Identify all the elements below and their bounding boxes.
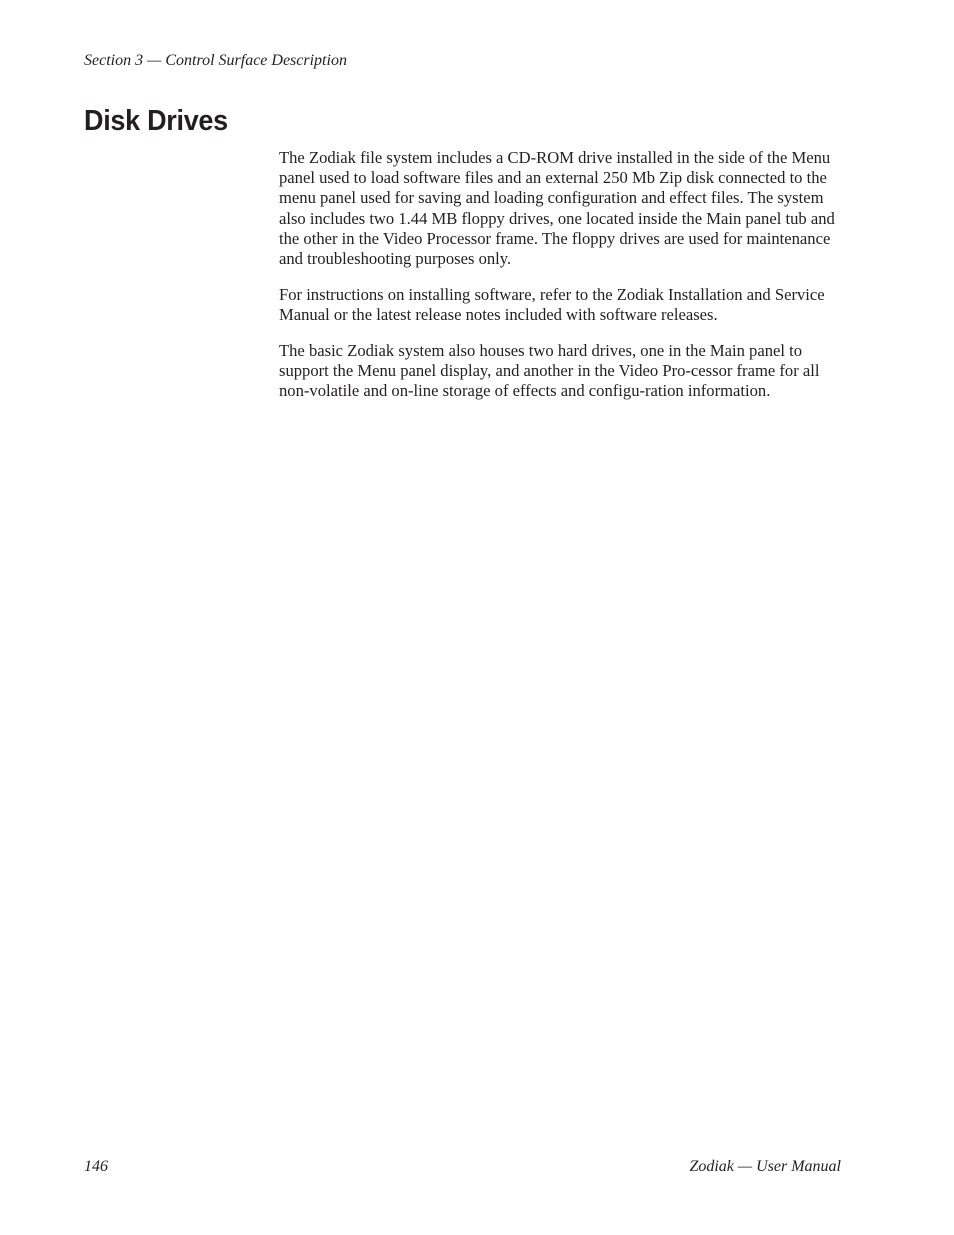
running-header: Section 3 — Control Surface Description — [84, 52, 347, 69]
section-title: Disk Drives — [84, 105, 228, 137]
paragraph-installing-software: For instructions on installing software, refer to the Zodiak Installation and Service Manual or the latest release notes included with software releases. — [279, 284, 825, 324]
paragraph-file-system: The Zodiak file system includes a CD-ROM drive installed in the side of the Menu panel used to load software files and an external 250 Mb Zip disk connected to the menu panel used for saving and loading configuration and effect files. The system also includes two 1.44 MB floppy drives, one located inside the Main panel tub and the other in the Video Processor frame. The floppy drives are used for maintenance and troubleshooting purposes only. — [279, 148, 835, 269]
footer-document-title: Zodiak — User Manual — [689, 1158, 841, 1175]
page-number: 146 — [84, 1158, 108, 1175]
body-text — [279, 148, 845, 417]
paragraph-hard-drives: The basic Zodiak system also houses two hard drives, one in the Main panel to support the Menu panel display, and another in the Video Pro-cessor frame for all non-volatile and on-line storage of effects and configu-ration information. — [279, 340, 820, 401]
